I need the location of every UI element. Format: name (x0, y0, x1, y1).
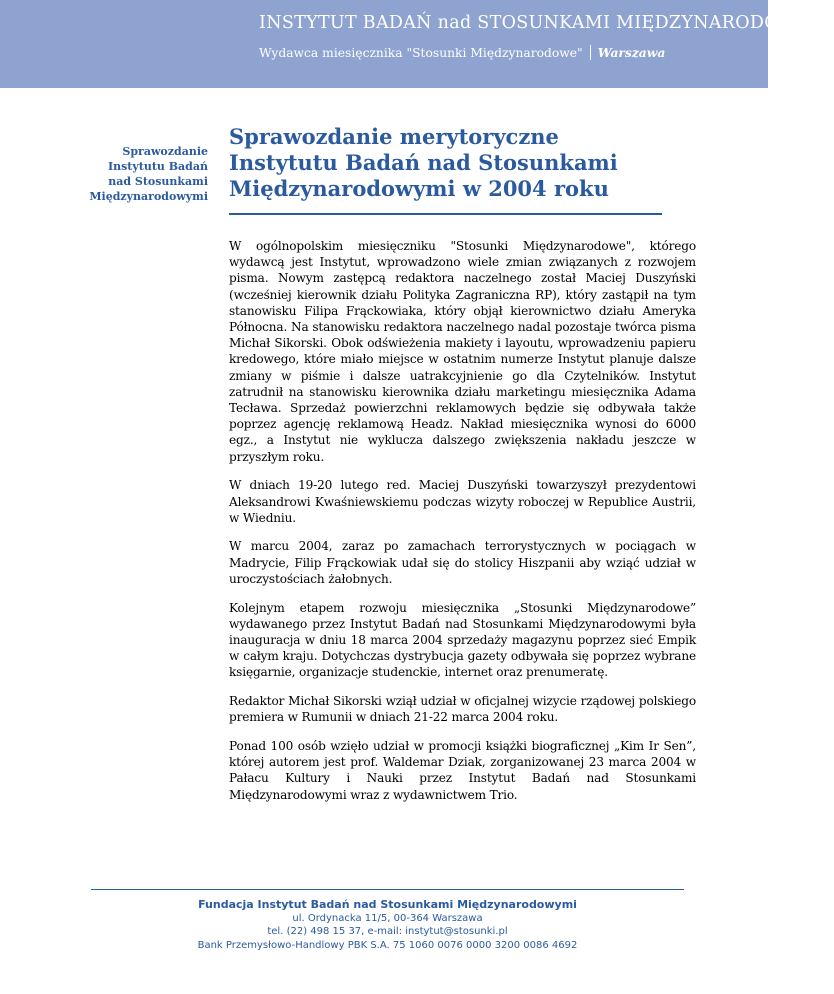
document-body (229, 238, 696, 815)
paragraph: Ponad 100 osób wzięło udział w promocji książki biograficznej „Kim Ir Sen”, której autorem jest prof. Waldemar Dziak, zorganizowanej 23 marca 2004 w Pałacu Kultury i Nauki przez Instytut Badań nad Stosunkami Międzynarodowymi wraz z wydawnictwem Trio. (229, 738, 696, 802)
sidebar-line: nad Stosunkami (108, 175, 208, 188)
footer-divider (91, 889, 684, 890)
page-header (0, 0, 834, 88)
sidebar-line: Międzynarodowymi (89, 190, 208, 203)
publisher-subtitle: Wydawca miesięcznika "Stosunki Międzynarodowe" (259, 46, 583, 60)
paragraph: W ogólnopolskim miesięczniku "Stosunki Międzynarodowe", którego wydawcą jest Instytut, wprowadzono wiele zmian związanych z rozwojem pisma. Nowym zastępcą redaktora naczelnego został Maciej Duszyński (wcześniej kierownik działu Polityka Zagraniczna RP), który zastąpił na tym stanowisku Filipa Frąckowiaka, który objął kierownictwo działu Ameryka Północna. Na stanowisku redaktora naczelnego nadal pozostaje twórca pisma Michał Sikorski. Obok odświeżenia makiety i layoutu, wprowadzeniu papieru kredowego, które miało miejsce w ostatnim numerze Instytut planuje dalsze zmiany w piśmie i dalsze uatrakcyjnienie go dla Czytelników. Instytut zatrudnił na stanowisku kierownika działu marketingu miesięcznika Adama Tecława. Sprzedaż powierzchni reklamowych będzie się odbywała także poprzez agencję reklamową Headz. Nakład miesięcznika wynosi do 6000 egz., a Instytut nie wyklucza dalszego zwiększenia nakładu jeszcze w przyszłym roku. (229, 239, 696, 464)
sidebar-line: Sprawozdanie (122, 145, 208, 158)
footer-contact: tel. (22) 498 15 37, e-mail: instytut@stosunki.pl (267, 926, 508, 937)
title-underline (229, 213, 662, 215)
title-line: Międzynarodowymi w 2004 roku (229, 176, 609, 201)
paragraph: Redaktor Michał Sikorski wziął udział w oficjalnej wizycie rządowej polskiego premiera w Rumunii w dniach 21-22 marca 2004 roku. (229, 694, 696, 725)
document-title (229, 124, 699, 202)
sidebar-line: Instytutu Badań (107, 160, 208, 173)
publisher-line (259, 45, 665, 60)
paragraph: W dniach 19-20 lutego red. Maciej Duszyński towarzyszył prezydentowi Aleksandrowi Kwaśniewskiemu podczas wizyty roboczej w Republice Austrii, w Wiedniu. (229, 478, 696, 525)
title-line: Instytutu Badań nad Stosunkami (229, 150, 618, 175)
paragraph: Kolejnym etapem rozwoju miesięcznika „Stosunki Międzynarodowe” wydawanego przez Instytut Badań nad Stosunkami Międzynarodowymi była inauguracja w dniu 18 marca 2004 sprzedaży magazynu poprzez sieć Empik w całym kraju. Dotychczas dystrybucja gazety odbywała się poprzez wybrane księgarnie, organizacje studenckie, internet oraz prenumeratę. (229, 600, 696, 680)
paragraph: W marcu 2004, zaraz po zamachach terrorystycznych w pociągach w Madrycie, Filip Frąckowiak udał się do stolicy Hiszpanii aby wziąć udział w uroczystościach żałobnych. (229, 539, 696, 586)
footer-organization: Fundacja Instytut Badań nad Stosunkami Międzynarodowymi (198, 898, 577, 911)
sidebar-caption (48, 144, 208, 204)
header-separator (590, 45, 591, 60)
publisher-city: Warszawa (597, 45, 666, 60)
footer-bank: Bank Przemysłowo-Handlowy PBK S.A. 75 1060 0076 0000 3200 0086 4692 (197, 939, 578, 951)
footer-address: ul. Ordynacka 11/5, 00-364 Warszawa (292, 912, 483, 924)
title-line: Sprawozdanie merytoryczne (229, 124, 559, 149)
institute-name: INSTYTUT BADAŃ nad STOSUNKAMI MIĘDZYNARODOWYMI (259, 13, 834, 33)
page-footer (91, 898, 684, 952)
